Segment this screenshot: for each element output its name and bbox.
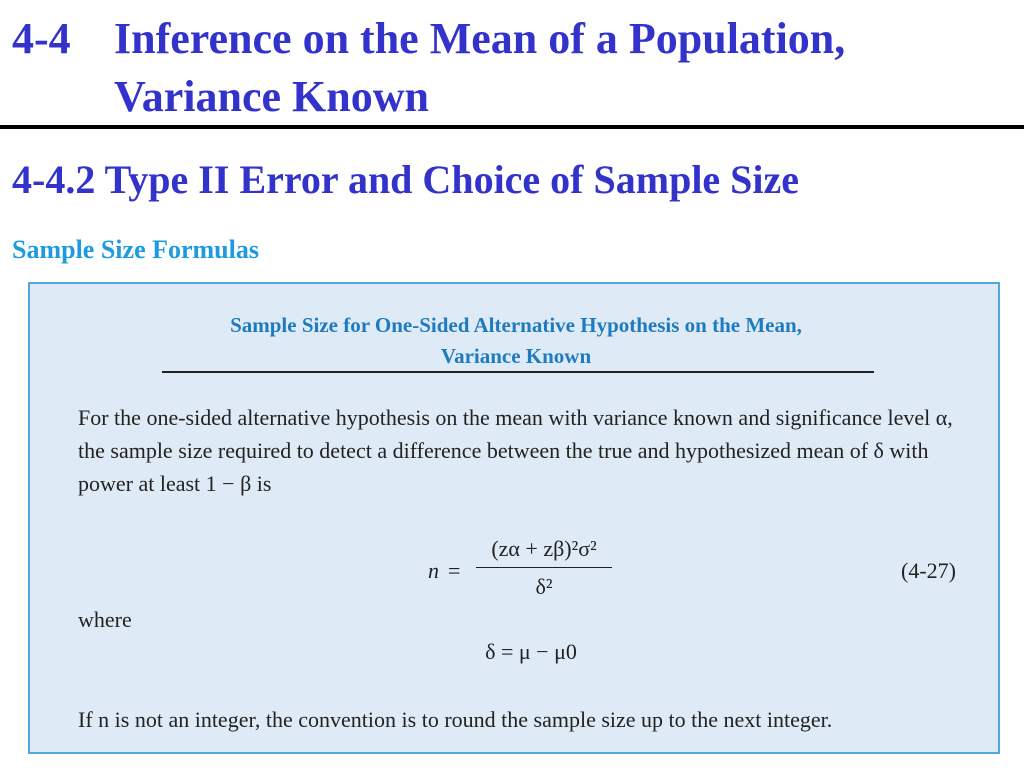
sample-size-formula <box>30 532 998 612</box>
definition-box <box>28 282 1000 754</box>
intro-paragraph: For the one-sided alternative hypothesis on the mean with variance known and significance level α, the sample size required to detect a difference between the true and hypothesized mean of δ with power at least 1 − β is <box>78 405 953 496</box>
fraction-bar <box>476 567 612 568</box>
box-title-line-1: Sample Size for One-Sided Alternative Hypothesis on the Mean, <box>230 313 802 337</box>
closing-paragraph: If n is not an integer, the convention is to round the sample size up to the next integer. <box>78 707 833 732</box>
where-label: where <box>78 607 132 632</box>
title-divider <box>0 125 1024 129</box>
delta-definition: δ = μ − μ0 <box>485 639 577 664</box>
formula-lhs: n <box>428 558 439 583</box>
box-title <box>160 310 872 372</box>
formula-numerator: (zα + zβ)²σ² <box>491 536 597 561</box>
formula-equals: = <box>448 558 461 583</box>
formula-denominator: δ² <box>535 574 553 599</box>
section-subtitle: 4-4.2 Type II Error and Choice of Sample Size <box>12 157 800 202</box>
box-title-line-2: Variance Known <box>440 344 592 368</box>
title-line-1: Inference on the Mean of a Population, <box>114 14 846 63</box>
subheading: Sample Size Formulas <box>12 235 259 264</box>
equation-number: (4-27) <box>901 558 956 583</box>
formula-fraction <box>476 532 612 602</box>
section-number: 4-4 <box>12 14 71 63</box>
title-line-2: Variance Known <box>114 72 429 121</box>
box-title-rule <box>162 371 874 373</box>
